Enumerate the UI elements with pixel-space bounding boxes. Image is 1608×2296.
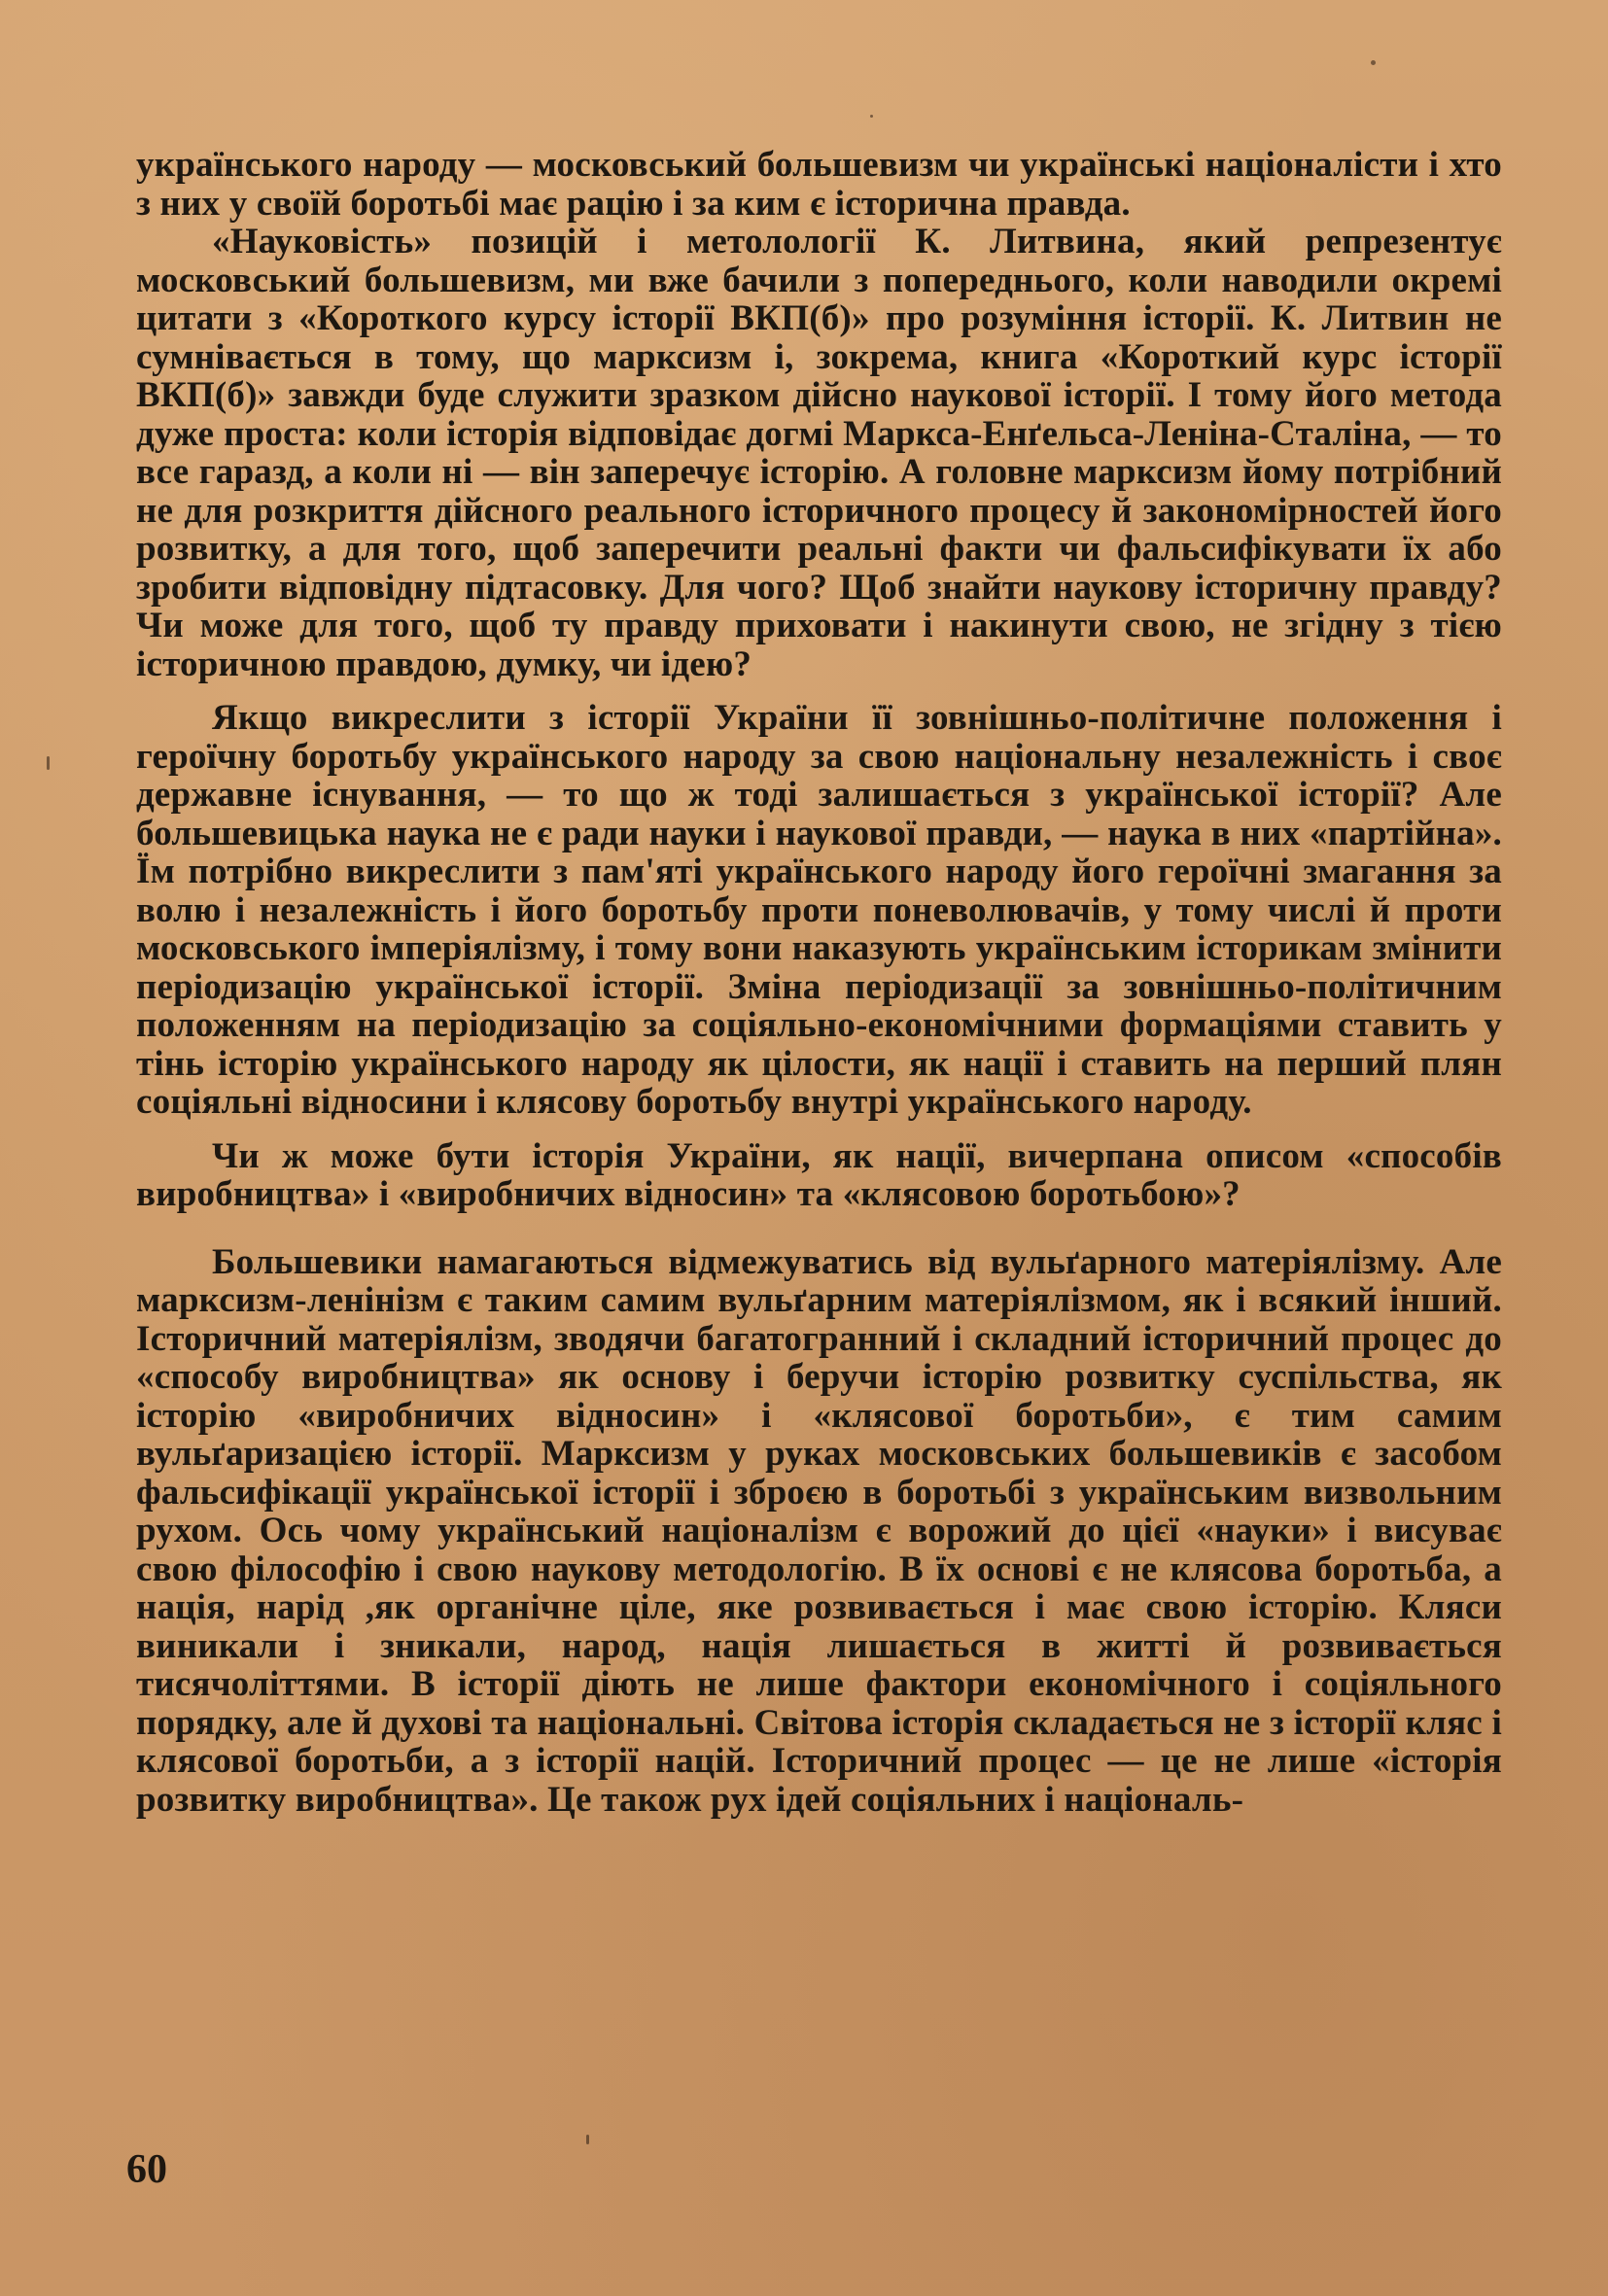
paragraph <box>136 146 1502 223</box>
paper-speck <box>1371 60 1376 65</box>
page-number: 60 <box>126 2147 167 2192</box>
paper-speck <box>870 115 873 118</box>
paragraph-text: — московський большевизм чи українські націоналісти і хто з них у своїй боротьбі має рацію і за ким є історична правда. <box>136 145 1503 224</box>
paragraph: «Науковість» позицій і метолології К. Литвина, який репрезентує московський большевизм, ми вже бачили з попереднього, коли наводили окремі цитати з «Короткого курсу історії ВКП(б)» про розуміння історії. К. Литвин не сумнівається в тому, що марксизм і, зокрема, книга «Короткий курс історії ВКП(б)» завжди буде служити зразком дійсно наукової історії. І тому його метода дуже проста: коли історія відповідає догмі Маркса-Енґельса-Леніна-Сталіна, — то все гаразд, а коли ні — він заперечує історію. А головне марксизм йому потрібний не для розкриття дійсного реального історичного процесу й закономірностей його розвитку, а для того, щоб заперечити реальні факти чи фальсифікувати їх або зробити відповідну підтасовку. Для чого? Щоб знайти наукову історичну правду? Чи може для того, щоб ту правду приховати і накинути свою, не згідну з тією історичною правдою, думку, чи ідею? <box>136 222 1502 684</box>
paragraph: Якщо викреслити з історії України її зовнішньо-політичне положення і героїчну боротьбу українського народу за свою національну незалежність і своє державне існування, — то що ж тоді залишається з української історії? Але большевицька наука не є ради науки і наукової правди, — наука в них «партійна». Їм потрібно викреслити з пам'яті українського народу його героїчні змагання за волю і незалежність і його боротьбу проти поневолювачів, у тому числі й проти московського імперіялізму, і тому вони наказують українським історикам змінити періодизацію української історії. Зміна періодизації за зовнішньо-політичним положенням на періодизацію за соціяльно-економічними формаціями ставить у тінь історію українського народу як цілости, як нації і ставить на перший плян соціяльні відносини і клясову боротьбу внутрі українського народу. <box>136 698 1502 1122</box>
paper-speck <box>586 2135 589 2144</box>
paragraph: Чи ж може бути історія України, як нації, вичерпана описом «способів виробництва» і «виробничих відносин» та «клясовою боротьбою»? <box>136 1135 1502 1214</box>
paragraph-lead: українського народу <box>136 145 476 185</box>
body-text <box>136 146 1502 1819</box>
paragraph: Большевики намагаються відмежуватись від вульґарного матеріялізму. Але марксизм-ленінізм є таким самим вульґарним матеріялізмом, як і всякий інший. Історичний матеріялізм, зводячи багатогранний і складний історичний процес до «способу виробництва» як основу і беручи історію розвитку суспільства, як історію «виробничих відносин» і «клясової боротьби», є тим самим вульґаризацією історії. Марксизм у руках московських большевиків є засобом фальсифікації української історії і зброєю в боротьбі з українським визвольним рухом. Ось чому український націоналізм є ворожий до цієї «науки» і висуває свою філософію і свою наукову методологію. В їх основі є не клясова боротьба, а нація, нарід ,як органічне ціле, яке розвивається і має свою історію. Кляси виникали і зникали, народ, нація лишається в житті й розвивається тисячоліттями. В історії діють не лише фактори економічного і соціяльного порядку, але й духові та національні. Світова історія складається не з історії кляс і клясової боротьби, а з історії націй. Історичний процес — це не лише «історія розвитку виробництва». Це також рух ідей соціяльних і національ- <box>136 1241 1502 1820</box>
paper-speck <box>47 756 50 770</box>
